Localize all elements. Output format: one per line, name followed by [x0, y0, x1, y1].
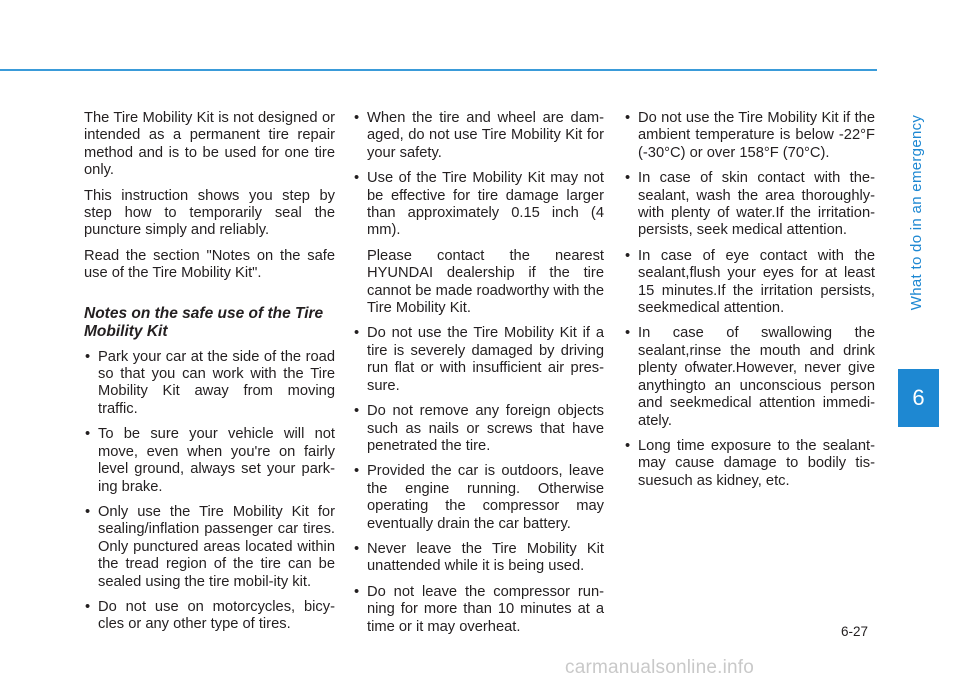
column-1 — [84, 110, 335, 642]
bullet-item: • In case of eye contact with the sealant,flush your eyes for at least 15 minutes.If the irritation persists, seekmedical attention. — [624, 248, 875, 318]
bullet-list — [353, 110, 604, 636]
bullet-item: • When the tire and wheel are dam-aged, do not use Tire Mobility Kit for your safety. — [353, 110, 604, 162]
bullet-item — [353, 170, 604, 317]
bullet-subparagraph: Please contact the nearest HYUNDAI dealership if the tire cannot be made roadworthy with the Tire Mobility Kit. — [367, 247, 604, 317]
bullet-item: • Provided the car is outdoors, leave the engine running. Otherwise operating the compressor may eventually drain the car battery. — [353, 463, 604, 533]
watermark: carmanualsonline.info — [565, 657, 755, 678]
bullet-item: • Do not use the Tire Mobility Kit if the ambient temperature is below -22°F (-30°C) or over 158°F (70°C). — [624, 110, 875, 162]
intro-paragraph: The Tire Mobility Kit is not designed or intended as a permanent tire repair method and is to be used for one tire only. — [84, 110, 335, 179]
chapter-tab — [898, 369, 939, 427]
page-number: 6-27 — [841, 624, 869, 639]
bullet-item: • Do not use the Tire Mobility Kit if a tire is severely damaged by driving run flat or with insufficient air pres-sure. — [353, 325, 604, 395]
chapter-number: 6 — [912, 385, 925, 410]
bullet-item: • To be sure your vehicle will not move, even when you're on fairly level ground, always set your park-ing brake. — [84, 426, 335, 496]
bullet-item: • Only use the Tire Mobility Kit for sealing/inflation passenger car tires. Only punctured areas located within the tread region of the tire can be sealed using the tire mobil-ity kit. — [84, 504, 335, 591]
bullet-item: • In case of skin contact with the-sealant, wash the area thoroughly-with plenty of water.If the irritation-persists, seek medical attention. — [624, 170, 875, 240]
section-label-text: What to do in an emergency — [908, 114, 926, 311]
bullet-item: • Never leave the Tire Mobility Kit unattended while it is being used. — [353, 541, 604, 576]
bullet-list — [624, 110, 875, 490]
header-rule — [0, 69, 877, 71]
intro-paragraph: Read the section "Notes on the safe use of the Tire Mobility Kit". — [84, 247, 335, 282]
bullet-item: • Do not remove any foreign objects such as nails or screws that have penetrated the tire. — [353, 403, 604, 455]
bullet-item: • Park your car at the side of the road so that you can work with the Tire Mobility Kit away from moving traffic. — [84, 349, 335, 419]
bullet-item: • In case of swallowing the sealant,rinse the mouth and drink plenty ofwater.However, never give anythingto an unconscious person and seekmedical attention immedi-ately. — [624, 325, 875, 429]
bullet-text: • Use of the Tire Mobility Kit may not be effective for tire damage larger than approximately 0.15 inch (4 mm). — [367, 170, 604, 239]
column-3 — [624, 110, 875, 498]
section-heading: Notes on the safe use of the Tire Mobility Kit — [84, 304, 324, 340]
intro-paragraph: This instruction shows you step by step how to temporarily seal the puncture simply and reliably. — [84, 187, 335, 239]
bullet-list — [84, 349, 335, 634]
column-2 — [353, 110, 604, 644]
section-label — [897, 50, 937, 375]
bullet-item: • Do not use on motorcycles, bicy-cles or any other type of tires. — [84, 599, 335, 634]
bullet-item: • Long time exposure to the sealant-may cause damage to bodily tis-suesuch as kidney, etc. — [624, 438, 875, 490]
bullet-item: • Do not leave the compressor run-ning for more than 10 minutes at a time or it may overheat. — [353, 584, 604, 636]
